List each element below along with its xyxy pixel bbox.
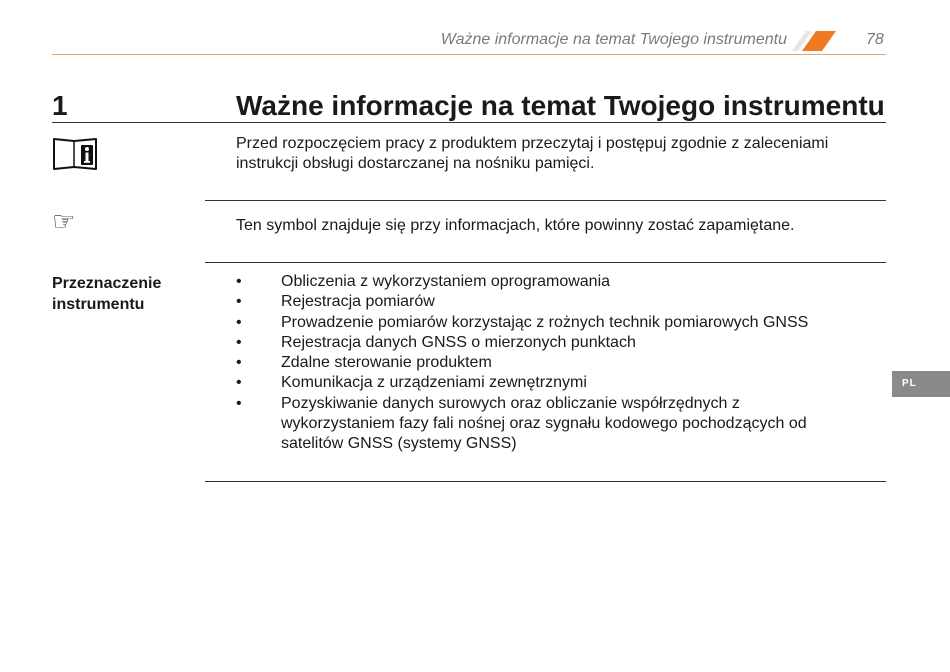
language-tab[interactable]: PL (892, 371, 950, 397)
list-item: • Zdalne sterowanie produktem (236, 353, 876, 373)
running-header-title: Ważne informacje na temat Twojego instrumentu (440, 31, 787, 48)
manual-notice-text: Przed rozpoczęciem pracy z produktem przeczytaj i postępuj zgodnie z zaleceniami instrukcji obsługi dostarczanej na nośniku pamięci. (236, 135, 829, 172)
section-divider (205, 262, 886, 263)
page-number: 78 (866, 31, 884, 48)
list-item: • Rejestracja danych GNSS o mierzonych punktach (236, 333, 876, 353)
purpose-list (236, 272, 876, 455)
bullet-icon: • (236, 293, 242, 311)
list-item: • Pozyskiwanie danych surowych oraz obliczanie współrzędnych z wykorzystaniem fazy fali nośnej oraz sygnału kodowego pochodzących od satelitów GNSS (systemy GNSS) (236, 394, 807, 453)
manual-info-icon (52, 137, 98, 171)
section-divider (205, 481, 886, 482)
list-item: • Komunikacja z urządzeniami zewnętrznymi (236, 373, 876, 393)
pointing-hand-icon: ☞ (52, 206, 76, 236)
bullet-icon: • (236, 354, 242, 372)
chapter-title: Ważne informacje na temat Twojego instrumentu (236, 90, 885, 121)
bullet-icon: • (236, 374, 242, 392)
list-item: • Obliczenia z wykorzystaniem oprogramowania (236, 272, 876, 292)
chapter-title-divider (52, 122, 886, 123)
chapter-number: 1 (52, 90, 68, 121)
section-divider (205, 200, 886, 201)
note-symbol-text: Ten symbol znajduje się przy informacjach, które powinny zostać zapamiętane. (236, 217, 795, 234)
purpose-label: Przeznaczenie instrumentu (52, 275, 162, 313)
header-accent-mark (792, 31, 836, 51)
list-item: • Rejestracja pomiarów (236, 292, 876, 312)
bullet-icon: • (236, 333, 242, 351)
bullet-icon: • (236, 394, 242, 412)
list-item: • Prowadzenie pomiarów korzystając z rożnych technik pomiarowych GNSS (236, 313, 876, 333)
header-divider (52, 54, 886, 55)
bullet-icon: • (236, 273, 242, 290)
bullet-icon: • (236, 313, 242, 331)
